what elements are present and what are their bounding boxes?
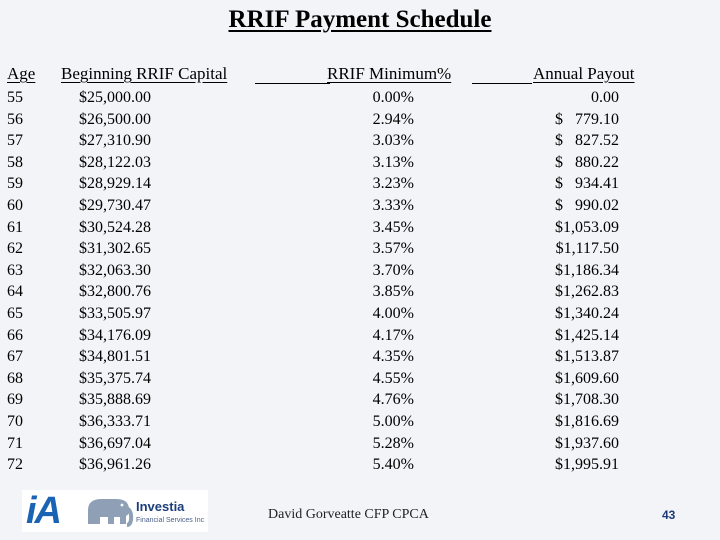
capital-cell: $27,310.90 [79,132,151,150]
age-cell: 69 [7,391,23,409]
capital-cell: $29,730.47 [79,196,151,214]
payout-cell: $1,995.91 [555,456,619,474]
age-cell: 55 [7,89,23,106]
payout-cell: $ 990.02 [555,196,619,214]
page-number: 43 [662,508,676,522]
table-row [0,238,720,260]
age-cell: 71 [7,434,23,452]
capital-cell: $35,375.74 [79,369,151,387]
header-age: Age [7,64,36,83]
minimum-cell: 3.70% [372,261,414,279]
table-row [0,368,720,390]
age-cell: 70 [7,412,23,430]
table-row [0,281,720,303]
table-row [0,260,720,282]
capital-cell: $32,800.76 [79,283,151,301]
age-cell: 67 [7,348,23,366]
presenter-name: David Gorveatte CFP CPCA [268,507,429,522]
minimum-cell: 4.00% [372,304,414,322]
minimum-cell: 5.00% [372,412,414,430]
payout-cell: 0.00 [591,89,619,106]
payout-cell: $1,262.83 [555,283,619,301]
age-cell: 66 [7,326,23,344]
minimum-cell: 3.45% [372,218,414,236]
age-cell: 59 [7,175,23,193]
table-row [0,109,720,131]
minimum-cell: 4.55% [372,369,414,387]
table-row [0,173,720,195]
company-logo [22,490,208,532]
age-cell: 64 [7,283,23,301]
capital-cell: $36,697.04 [79,434,151,452]
header-underline [472,83,532,84]
minimum-cell: 4.76% [372,391,414,409]
payout-cell: $1,117.50 [555,240,619,258]
minimum-cell: 0.00% [372,89,414,106]
age-cell: 68 [7,369,23,387]
payout-cell: $1,609.60 [555,369,619,387]
capital-cell: $26,500.00 [79,110,151,128]
payout-cell: $ 779.10 [555,110,619,128]
table-row [0,346,720,368]
capital-cell: $32,063.30 [79,261,151,279]
table-row [0,389,720,411]
minimum-cell: 3.33% [372,196,414,214]
age-cell: 60 [7,196,23,214]
minimum-cell: 3.23% [372,175,414,193]
table-row [0,130,720,152]
table-row [0,152,720,174]
payout-cell: $1,425.14 [555,326,619,344]
minimum-cell: 4.17% [372,326,414,344]
payout-cell: $1,053.09 [555,218,619,236]
capital-cell: $36,333.71 [79,412,151,430]
minimum-cell: 3.13% [372,153,414,171]
minimum-cell: 3.57% [372,240,414,258]
payout-cell: $ 934.41 [555,175,619,193]
logo-wordmark: iA [26,490,60,532]
table-row [0,303,720,325]
payout-cell: $1,816.69 [555,412,619,430]
capital-cell: $25,000.00 [79,89,151,106]
minimum-cell: 5.40% [372,456,414,474]
capital-cell: $36,961.26 [79,456,151,474]
payout-cell: $1,513.87 [555,348,619,366]
table-row [0,325,720,347]
age-cell: 65 [7,304,23,322]
table-row [0,217,720,239]
payout-cell: $ 827.52 [555,132,619,150]
age-cell: 61 [7,218,23,236]
table-row [0,195,720,217]
capital-cell: $28,122.03 [79,153,151,171]
age-cell: 63 [7,261,23,279]
minimum-cell: 2.94% [372,110,414,128]
age-cell: 62 [7,240,23,258]
page-title: RRIF Payment Schedule [228,6,492,33]
capital-cell: $30,524.28 [79,218,151,236]
capital-cell: $31,302.65 [79,240,151,258]
table-row [0,454,720,476]
age-cell: 72 [7,456,23,474]
minimum-cell: 4.35% [372,348,414,366]
capital-cell: $28,929.14 [79,175,151,193]
age-cell: 57 [7,132,23,150]
payout-cell: $ 880.22 [555,153,619,171]
minimum-cell: 3.03% [372,132,414,150]
elephant-icon [82,494,134,528]
capital-cell: $34,801.51 [79,348,151,366]
header-capital: Beginning RRIF Capital [61,64,228,83]
table-row [0,433,720,455]
capital-cell: $33,505.97 [79,304,151,322]
logo-brand: Investia [136,499,185,514]
header-underline [255,83,330,84]
capital-cell: $35,888.69 [79,391,151,409]
payout-cell: $1,708.30 [555,391,619,409]
payout-cell: $1,340.24 [555,304,619,322]
payout-cell: $1,186.34 [555,261,619,279]
logo-subtitle: Financial Services Inc [136,517,205,524]
header-minimum: RRIF Minimum% [327,64,452,83]
payout-cell: $1,937.60 [555,434,619,452]
minimum-cell: 3.85% [372,283,414,301]
table-row [0,87,720,109]
table-row [0,411,720,433]
age-cell: 56 [7,110,23,128]
header-payout: Annual Payout [533,64,635,83]
minimum-cell: 5.28% [372,434,414,452]
age-cell: 58 [7,153,23,171]
capital-cell: $34,176.09 [79,326,151,344]
schedule-table [0,87,720,476]
